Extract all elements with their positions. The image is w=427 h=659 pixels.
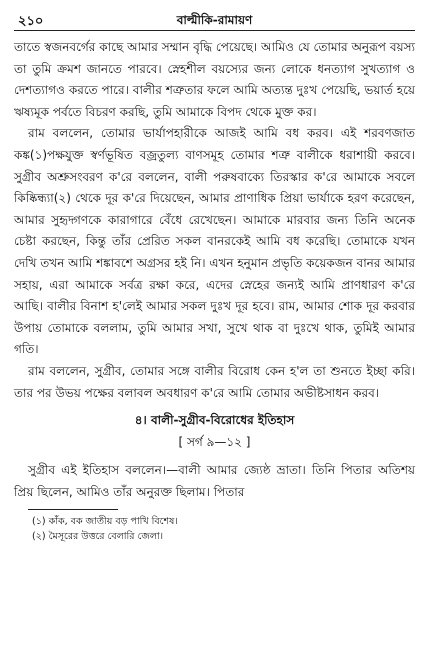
- footnote: (২) মৈসূরের উত্তরে বেলারি জেলা।: [32, 531, 164, 543]
- footnote: (১) কাঁক, বক জাতীয় বড় পাখি বিশেষ।: [32, 516, 178, 528]
- paragraph: রাম বললেন, সুগ্রীব, তোমার সঙ্গে বালীর বিরোধ কেন হ'ল তা শুনতে ইচ্ছা করি। তার পর উভয় পক্ষের বলাবল অবধারণ ক'রে আমি তোমার অভীষ্টসাধন করব।: [14, 363, 415, 400]
- sarga-reference: [ সর্গ ৯—১২ ]: [178, 435, 251, 450]
- paragraph: রাম বললেন, তোমার ভার্যাপহারীকে আজই আমি বধ করব। এই শরবণজাত কঙ্ক(১)পক্ষযুক্ত স্বর্ণভূষিত বজ্রতুল্য বাণসমূহ তোমার শত্রু বালীকে ধরাশায়ী করবে। সুগ্রীব অশ্রুসংবরণ ক'রে বললেন, বালী পরুষবাক্যে তিরস্কার ক'রে আমাকে সবলে কিষ্কিন্ধ্যা(২) থেকে দূর ক'রে দিয়েছেন, আমার প্রাণাধিক প্রিয়া ভার্যাকে হরণ করেছেন, আমার সুহৃদ্গণকে কারাগারে বেঁধে রেখেছেন। আমাকে মারবার জন্য তিনি অনেক চেষ্টা করছেন, কিন্তু তাঁর প্রেরিত সকল বানরকেই আমি বধ করেছি। তোমাকে যখন দেখি তখন আমি শঙ্কাবশে অগ্রসর হই নি। এখন হনুমান প্রভৃতি কয়েকজন বানর আমার সহায়, এরা আমাকে সর্বত্র রক্ষা করে, এদের স্নেহের জন্যই আমি প্রাণধারণ ক'রে আছি। বালীর বিনাশ হ'লেই আমার সকল দুঃখ দূর হবে। রাম, আমার শোক দূর করবার উপায় তোমাকে বললাম, তুমি আমার সখা, সুখে থাক বা দুঃখে থাক, তুমিই আমার গতি।: [14, 126, 415, 357]
- footnote-divider: [28, 509, 118, 510]
- page-number: ২১০: [18, 14, 44, 29]
- section-heading: [14, 412, 415, 432]
- section-number: ৪।: [134, 413, 147, 428]
- section-title: বালী-সুগ্রীব-বিরোধের ইতিহাস: [151, 413, 295, 428]
- paragraph: তাতে স্বজনবর্গের কাছে আমার সম্মান বৃদ্ধি পেয়েছে। আমিও যে তোমার অনুরূপ বয়স্য তা তুমি ক্রমশ জানতে পারবে। স্নেহশীল বয়স্যের জন্য লোকে ধনত্যাগ সুখত্যাগ ও দেশত্যাগও করতে পারে। বালীর শত্রুতার ফলে আমি অত্যন্ত দুঃখ পেয়েছি, ভয়ার্ত হয়ে ঋষ্যমূক পর্বতে বিচরণ করছি, তুমি আমাকে বিপদ থেকে মুক্ত কর।: [14, 40, 415, 119]
- page-header: [14, 8, 415, 31]
- page-body: [14, 37, 415, 544]
- running-title: বাল্মীকি-রামায়ণ: [176, 13, 253, 27]
- paragraph: সুগ্রীব এই ইতিহাস বললেন।—বালী আমার জ্যেষ্ঠ ভ্রাতা। তিনি পিতার অতিশয় প্রিয় ছিলেন, আমিও তাঁর অনুরক্ত ছিলাম। পিতার: [14, 463, 415, 499]
